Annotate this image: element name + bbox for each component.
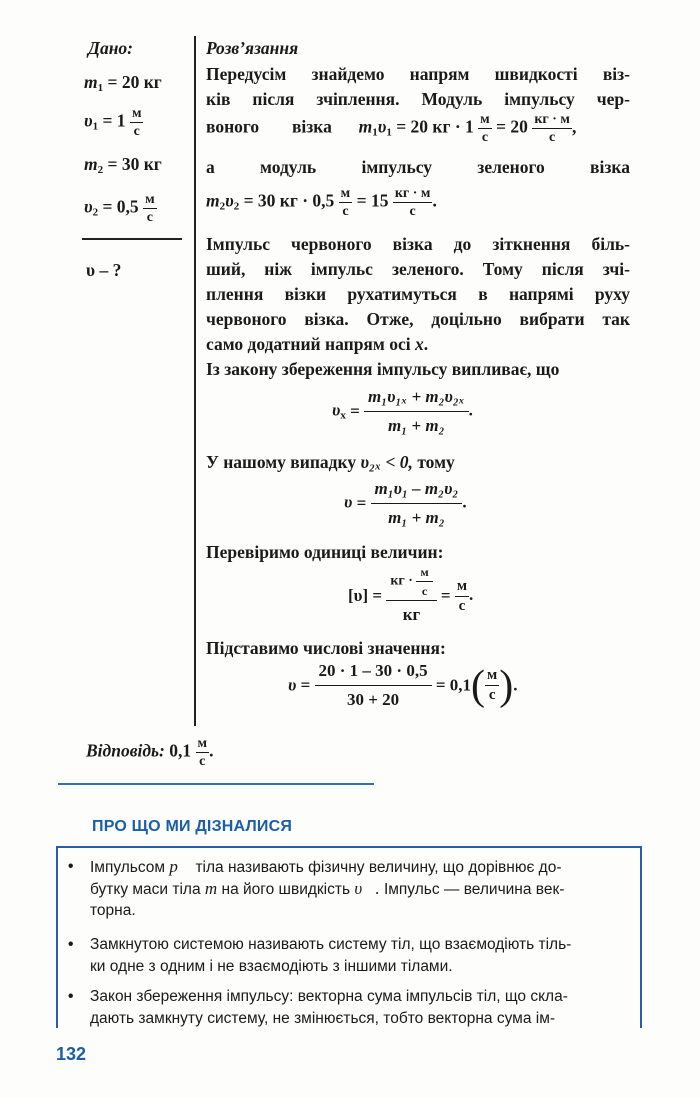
para2-line-5: само додатний напрям осі x. [206, 334, 429, 354]
summary-heading: ПРО ЩО МИ ДІЗНАЛИСЯ [92, 818, 293, 835]
para2-line-4: червоного візка. Отже, доцільно вибрати так [206, 309, 630, 329]
bullet-dot-icon: • [68, 988, 74, 1005]
para3: Із закону збереження імпульсу випливає, що [206, 359, 560, 379]
para2-line-1: Імпульс червоного візка до зіткнення біль- [206, 234, 630, 254]
given-v2: $\upsilon_2 = 0,5$ $\frac{м}{с}$ [84, 192, 155, 225]
bullet-dot-icon: • [68, 858, 74, 875]
para5: Перевіримо одиниці величин: [206, 542, 444, 562]
para6: Підставимо числові значення: [206, 638, 446, 658]
given-v1: $\upsilon_1 = 1$ $\frac{м}{с}$ [84, 106, 142, 139]
formula-final-velocity: υ = $\frac{\text{m₁υ₁ – m₂υ₂}}{\text{m₁ + m₂}}$ . [344, 479, 467, 527]
answer: Відповідь: 0,1 $\frac{м}{с}$ . [86, 736, 214, 769]
given-divider [82, 238, 182, 240]
solution-line-5: $m_2\upsilon_2 = 30$ кг · 0,5 $\frac{м}{с}$ = 15 $\frac{кг \cdot м}{с}$ . [206, 186, 437, 219]
para2-line-2: ший, ніж імпульс зеленого. Тому після зчі- [206, 259, 630, 279]
solution-line-2: ків після зчіплення. Модуль імпульсу чер- [206, 89, 630, 109]
given-find: υ – ? [86, 260, 122, 280]
section-rule [58, 783, 374, 785]
formula-units-check: [υ] = кг · $\frac{м}{с}$ кг = $\frac{м}{с}$ . [348, 565, 474, 624]
page-number: 132 [56, 1044, 87, 1064]
solution-line-1: Передусім знайдемо напрям швидкості віз- [206, 64, 630, 84]
solution-line-4: а модуль імпульсу зеленого візка [206, 157, 630, 177]
formula-numeric: υ = $\frac{20 \cdot 1 - 30 \cdot 0,5}{30 + 20}$ = 0,1( $\frac{м}{с}$ ). [288, 661, 518, 709]
given-m2: $m_2 = 30$ кг [84, 154, 162, 176]
para4: У нашому випадку υ₂ₓ < 0, тому [206, 452, 455, 472]
bullet-dot-icon: • [68, 936, 74, 953]
column-divider [194, 36, 196, 726]
para2-line-3: плення візки рухатимуться в напрямі руху [206, 284, 630, 304]
solution-title: Розв’язання [206, 38, 299, 58]
given-m1: $m_1 = 20$ кг [84, 72, 162, 94]
formula-momentum-conservation: $\upsilon_x$ = $\frac{\text{m₁υ₁ₓ + m₂υ₂ₓ}}{\text{m₁ + m₂}}$ . [332, 387, 473, 435]
given-title: Дано: [88, 38, 133, 58]
solution-line-3: воного візка $m_1\upsilon_1 = 20$ кг · 1 $\frac{м}{с}$ = 20 $\frac{кг \cdot м}{с}$ , [206, 112, 577, 145]
